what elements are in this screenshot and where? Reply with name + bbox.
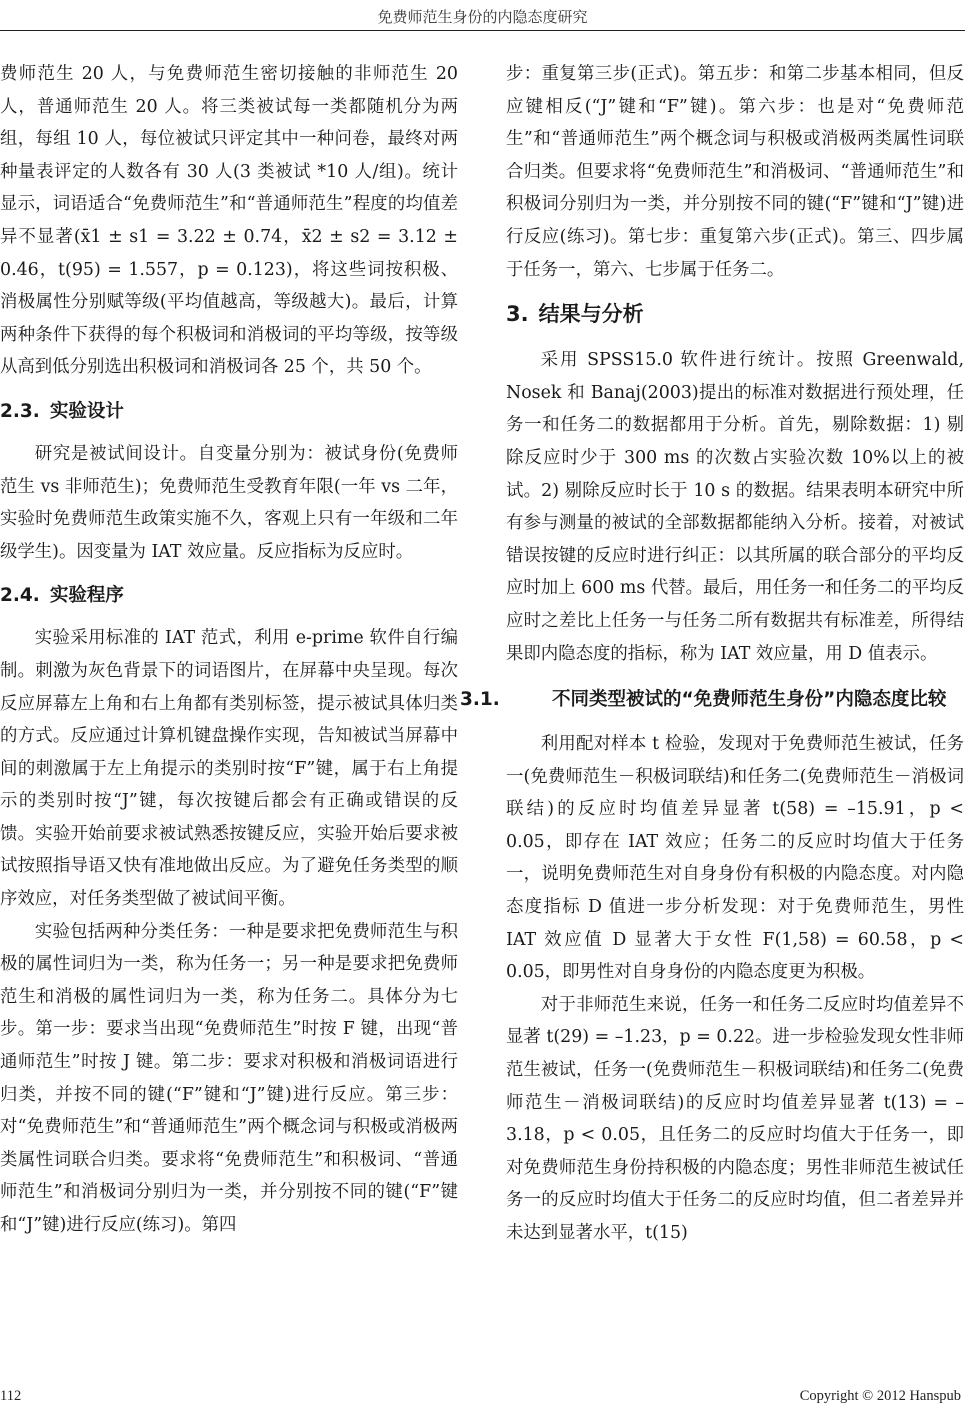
section-heading-3: [506, 300, 964, 328]
paragraph-non-normal-results: 对于非师范生来说，任务一和任务二反应时均值差异不显著 t(29) = –1.23，p = 0.22。进一步检验发现女性非师范生被试，任务一(免费师范生－积极词联结)和任务二(免费师范生－消极词联结)的反应时均值差异显著 t(13) = –3.18，p < 0.05，且任务二的反应时均值大于任务一，即对免费师范生身份持积极的内隐态度；男性非师范生被试任务一的反应时均值大于任务二的反应时均值，但二者差异并未达到显著水平，t(15): [506, 994, 964, 1243]
header-rule: [0, 30, 965, 31]
paragraph-preprocessing: 采用 SPSS15.0 软件进行统计。按照 Greenwald, Nosek 和 Banaj(2003)提出的标准对数据进行预处理，任务一和任务二的数据都用于分析。首先，剔除数据：1) 剔除反应时少于 300 ms 的次数占实验次数 10%以上的被试。2) 剔除反应时长于 10 s 的数据。结果表明本研究中所有参与测量的被试的全部数据都能纳入分析。接着，对被试错误按键的反应时进行纠正：以其所属的联合部分的平均反应时加上 600 ms 代替。最后，用任务一和任务二的平均反应时之差比上任务一与任务二所有数据共有标准差，所得结果即内隐态度的指标，称为 IAT 效应量，用 D 值表示。: [506, 350, 964, 664]
paragraph-tasks: 实验包括两种分类任务：一种是要求把免费师范生与积极的属性词归为一类，称为任务一；另一种是要求把免费师范生和消极的属性词归为一类，称为任务二。具体分为七步。第一步：要求当出现“免费师范生”时按 F 键，出现“普通师范生”时按 J 键。第二步：要求对积极和消极词语进行归类，并按不同的键(“F”键和“J”键)进行反应。第三步：对“免费师范生”和“普通师范生”两个概念词与积极或消极两类属性词联合归类。要求将“免费师范生”和积极词、“普通师范生”和消极词分别归为一类，并分别按不同的键(“F”键和“J”键)进行反应(练习)。第四: [0, 921, 458, 1235]
copyright-notice: Copyright © 2012 Hanspub: [799, 1388, 961, 1404]
section-number: 2.3.: [0, 400, 40, 422]
paragraph-steps-continued: 步：重复第三步(正式)。第五步：和第二步基本相同，但反应键相反(“J”键和“F”键)。第六步：也是对“免费师范生”和“普通师范生”两个概念词与积极或消极两类属性词联合归类。但要求将“免费师范生”和消极词、“普通师范生”和积极词分别归为一类，并分别按不同的键(“F”键和“J”键)进行反应(练习)。第七步：重复第六步(正式)。第三、四步属于任务一，第六、七步属于任务二。: [506, 64, 964, 280]
section-title: 实验设计: [49, 400, 124, 422]
running-head: 免费师范生身份的内隐态度研究: [377, 8, 588, 26]
section-heading-2-3: [0, 398, 458, 426]
section-title: 不同类型被试的“免费师范生身份”内隐态度比较: [552, 689, 947, 711]
section-number: 2.4.: [0, 585, 40, 607]
page-number: 112: [0, 1388, 22, 1404]
paragraph-design: 研究是被试间设计。自变量分别为：被试身份(免费师范生 vs 非师范生)；免费师范生受教育年限(一年 vs 二年，实验时免费师范生政策实施不久，客观上只有一年级和二年级学生)。因变量为 IAT 效应量。反应指标为反应时。: [0, 443, 458, 562]
section-title: 结果与分析: [538, 302, 644, 327]
section-number: 3.: [506, 302, 529, 327]
left-column: [0, 58, 458, 1242]
right-column: [460, 58, 964, 1250]
section-heading-3-1: [460, 684, 964, 716]
section-number: 3.1.: [460, 689, 500, 711]
paragraph-free-normal-results: 利用配对样本 t 检验，发现对于免费师范生被试，任务一(免费师范生－积极词联结)和任务二(免费师范生－消极词联结)的反应时均值差异显著 t(58) = –15.91，p < 0.05，即存在 IAT 效应；任务二的反应时均值大于任务一，说明免费师范生对自身身份有积极的内隐态度。对内隐态度指标 D 值进一步分析发现：对于免费师范生，男性 IAT 效应值 D 显著大于女性 F(1,58) = 60.58，p < 0.05，即男性对自身身份的内隐态度更为积极。: [506, 734, 964, 983]
section-title: 实验程序: [49, 585, 124, 607]
paragraph-participants: 费师范生 20 人，与免费师范生密切接触的非师范生 20 人，普通师范生 20 人。将三类被试每一类都随机分为两组，每组 10 人，每位被试只评定其中一种问卷，最终对两种量表评定的人数各有 30 人(3 类被试 *10 人/组)。统计显示，词语适合“免费师范生”和“普通师范生”程度的均值差异不显著(x̄1 ± s1 = 3.22 ± 0.74，x̄2 ± s2 = 3.12 ± 0.46，t(95) = 1.557，p = 0.123)，将这些词按积极、消极属性分别赋等级(平均值越高，等级越大)。最后，计算两种条件下获得的每个积极词和消极词的平均等级，按等级从高到低分别选出积极词和消极词各 25 个，共 50 个。: [0, 64, 458, 378]
section-heading-2-4: [0, 582, 458, 610]
paragraph-procedure: 实验采用标准的 IAT 范式，利用 e-prime 软件自行编制。刺激为灰色背景下的词语图片，在屏幕中央呈现。每次反应屏幕左上角和右上角都有类别标签，提示被试具体归类的方式。反应通过计算机键盘操作实现，告知被试当屏幕中间的刺激属于左上角提示的类别时按“F”键，属于右上角提示的类别时按“J”键，每次按键后都会有正确或错误的反馈。实验开始前要求被试熟悉按键反应，实验开始后要求被试按照指导语又快有准地做出反应。为了避免任务类型的顺序效应，对任务类型做了被试间平衡。: [0, 628, 458, 910]
